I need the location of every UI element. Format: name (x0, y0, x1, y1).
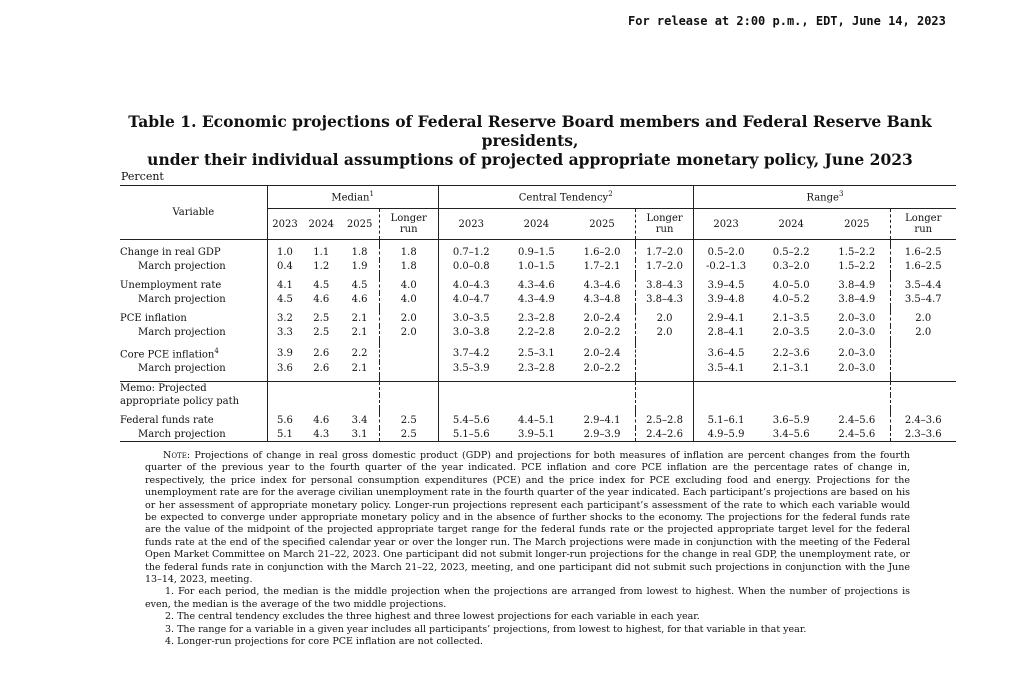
table-cell (379, 345, 438, 362)
table-cell: 0.7–1.2 (438, 246, 504, 260)
table-cell: -0.2–1.3 (693, 260, 758, 274)
row-label: March projection (138, 260, 226, 272)
table-cell: 3.7–4.2 (438, 345, 504, 362)
table-cell: 1.1 (313, 247, 330, 258)
year-header: 2024 (504, 209, 569, 240)
table-cell: 3.9–4.5 (693, 279, 758, 293)
table-cell: 2.0–3.0 (838, 313, 876, 324)
table-cell: 3.5–4.4 (890, 279, 956, 293)
table-cell: 2.5 (313, 313, 330, 324)
table-cell: 0.3–2.0 (772, 260, 810, 272)
table-cell: 2.8–4.1 (693, 326, 758, 340)
table-cell: 2.0 (636, 312, 694, 326)
longer-run-header: Longer run (379, 209, 438, 240)
table-cell: 4.0–5.0 (772, 280, 810, 291)
group-header-range: Range$^3$ (693, 186, 956, 209)
row-label: March projection (138, 326, 226, 338)
table-row (120, 312, 956, 326)
units-label: Percent (121, 170, 164, 183)
table-cell: 2.1 (351, 362, 368, 374)
table-cell: 1.6–2.0 (583, 247, 621, 258)
table-cell: 2.0–2.4 (583, 313, 621, 324)
table-cell: 3.9–4.8 (693, 293, 758, 307)
row-label: March projection (138, 428, 226, 440)
table-cell: 2.5–2.8 (636, 414, 694, 428)
table-cell: 4.3–4.8 (583, 293, 621, 305)
row-label: PCE inflation (120, 313, 187, 324)
table-cell: 1.8 (351, 247, 368, 258)
table-cell: 3.1 (351, 428, 368, 440)
table-cell: 3.9–5.1 (517, 428, 555, 440)
table-cell: 2.0–3.5 (772, 326, 810, 338)
release-timestamp: For release at 2:00 p.m., EDT, June 14, 2023 (628, 14, 946, 28)
table-cell: 4.3–4.6 (517, 280, 555, 291)
table-cell: 4.3–4.9 (517, 293, 555, 305)
table-cell: 2.4–5.6 (838, 415, 876, 427)
table-cell: 5.6 (267, 414, 302, 428)
table-cell: 5.1–5.6 (438, 428, 504, 442)
table-row (120, 428, 956, 442)
table-cell: 2.5–3.1 (517, 347, 555, 359)
table-cell: 0.5–2.2 (772, 247, 810, 258)
table-cell: 4.5 (267, 293, 302, 307)
table-cell: 0.5–2.0 (693, 246, 758, 260)
longer-run-header: Longer run (636, 209, 694, 240)
year-header: 2023 (693, 209, 758, 240)
table-cell: 2.4–2.6 (636, 428, 694, 442)
table-cell: 3.8–4.3 (636, 293, 694, 307)
table-cell: 3.6 (267, 362, 302, 376)
footnote-2: 2. The central tendency excludes the three highest and three lowest projections for each variable in each year. (165, 611, 700, 623)
table-cell: 3.0–3.8 (438, 326, 504, 340)
footnote-1: 1. For each period, the median is the middle projection when the projections are arranged from lowest to highest. When the number of projections is even, the median is the average of the two middle projections. (145, 586, 910, 610)
table-cell: 4.3–4.6 (583, 280, 621, 291)
table-cell: 4.4–5.1 (517, 415, 555, 427)
year-header: 2025 (824, 209, 890, 240)
table-row (120, 246, 956, 260)
table-cell: 2.6 (313, 362, 330, 374)
table-cell: 2.5 (313, 326, 330, 338)
table-cell: 2.2–3.6 (772, 347, 810, 359)
table-cell: 2.3–3.6 (890, 428, 956, 442)
table-cell: 3.0–3.5 (438, 312, 504, 326)
table-cell: 2.5 (379, 414, 438, 428)
year-header: 2025 (340, 209, 379, 240)
table-row (120, 279, 956, 293)
table-cell: 3.4–5.6 (772, 428, 810, 440)
table-cell: 0.0–0.8 (438, 260, 504, 274)
table-cell: 3.5–4.7 (890, 293, 956, 307)
table-cell: 4.5 (351, 280, 368, 291)
table-cell: 5.4–5.6 (438, 414, 504, 428)
row-label: Change in real GDP (120, 247, 221, 258)
table-cell: 2.9–3.9 (583, 428, 621, 440)
table-cell: 4.0–5.2 (772, 293, 810, 305)
table-cell (379, 362, 438, 376)
projections-table (120, 185, 956, 442)
table-row (120, 345, 956, 362)
table-cell: 1.2 (313, 260, 330, 272)
table-row (120, 414, 956, 428)
table-cell: 1.0–1.5 (517, 260, 555, 272)
table-cell: 2.5 (379, 428, 438, 442)
table-cell: 2.0 (379, 326, 438, 340)
table-cell: 4.6 (313, 293, 330, 305)
table-cell: 2.0–3.0 (838, 326, 876, 338)
table-cell: 3.6–4.5 (693, 345, 758, 362)
table-cell: 3.5–3.9 (438, 362, 504, 376)
table-cell: 2.0 (636, 326, 694, 340)
table-cell (636, 345, 694, 362)
row-label: Unemployment rate (120, 280, 222, 291)
table-cell: 1.0 (267, 246, 302, 260)
group-header-central-tendency: Central Tendency$^2$ (438, 186, 693, 209)
notes-section (145, 450, 910, 649)
table-cell: 3.8–4.9 (838, 293, 876, 305)
row-label: Federal funds rate (120, 415, 214, 427)
table-cell: 3.9 (267, 345, 302, 362)
table-cell: 1.7–2.1 (583, 260, 621, 272)
table-cell: 2.3–2.8 (517, 313, 555, 324)
table-cell: 4.1 (267, 279, 302, 293)
year-header: 2023 (267, 209, 302, 240)
footnote-4: 4. Longer-run projections for core PCE inflation are not collected. (165, 636, 483, 648)
table-cell: 2.0 (379, 312, 438, 326)
group-header-median: Median$^1$ (267, 186, 438, 209)
table-cell: 2.2 (351, 347, 368, 359)
table-cell: 1.8 (379, 260, 438, 274)
table-cell: 2.1–3.5 (772, 313, 810, 324)
table-cell (890, 362, 956, 376)
table-cell: 4.0–4.7 (438, 293, 504, 307)
year-header: 2025 (569, 209, 636, 240)
table-cell: 2.0–2.2 (583, 326, 621, 338)
table-cell: 3.4 (351, 415, 368, 427)
table-cell: 2.0–3.0 (838, 347, 876, 359)
table-cell: 2.0 (890, 326, 956, 340)
table-title (110, 112, 950, 169)
year-header: 2024 (758, 209, 824, 240)
table-cell: 1.7–2.0 (636, 246, 694, 260)
table-cell: 5.1–6.1 (693, 414, 758, 428)
table-cell: 1.5–2.2 (838, 260, 876, 272)
table-cell: 2.4–3.6 (890, 414, 956, 428)
variable-header: Variable (172, 207, 215, 218)
table-cell: 1.5–2.2 (838, 247, 876, 258)
table-title-line-1: Table 1. Economic projections of Federal Reserve Board members and Federal Reserve Bank presidents, (128, 112, 932, 150)
table-cell: 3.8–4.3 (636, 279, 694, 293)
note-paragraph: Note: Projections of change in real gross domestic product (GDP) and projections for both measures of inflation are percent changes from the fourth quarter of the previous year to the fourth quarter of the year indicated. PCE inflation and core PCE inflation are the percentage rates of change in, respectively, the price index for personal consumption expenditures (PCE) and the price index for PCE excluding food and energy. Projections for the unemployment rate are for the average civilian unemployment rate in the fourth quarter of the year indicated. Each participant’s projections are based on his or her assessment of appropriate monetary policy. Longer-run projections represent each participant’s assessment of the rate to which each variable would be expected to converge under appropriate monetary policy and in the absence of further shocks to the economy. The projections for the federal funds rate are the value of the midpoint of the projected appropriate target range for the federal funds rate or the projected appropriate target level for the federal funds rate at the end of the specified calendar year or over the longer run. The March projections were made in conjunction with the meeting of the Federal Open Market Committee on March 21–22, 2023. One participant did not submit longer-run projections for the change in real GDP, the unemployment rate, or the federal funds rate in conjunction with the March 21–22, 2023, meeting, and one participant did not submit such projections in conjunction with the June 13–14, 2023, meeting. (145, 450, 910, 586)
table-cell: 0.9–1.5 (517, 247, 555, 258)
table-cell: 2.6 (313, 347, 330, 359)
memo-label: Memo: Projected (120, 383, 207, 395)
table-cell: 1.9 (351, 260, 368, 272)
table-row (120, 362, 956, 376)
table-cell: 4.0–4.3 (438, 279, 504, 293)
memo-label: appropriate policy path (120, 396, 240, 408)
table-cell: 5.1 (267, 428, 302, 442)
footnote-3: 3. The range for a variable in a given year includes all participants’ projections, from lowest to highest, for that variable in that year. (165, 623, 807, 635)
table-cell: 4.0 (379, 293, 438, 307)
table-row (120, 326, 956, 340)
table-cell: 4.6 (351, 293, 368, 305)
table-cell: 2.9–4.1 (693, 312, 758, 326)
table-cell: 3.8–4.9 (838, 280, 876, 291)
table-cell: 2.1 (351, 313, 368, 324)
table-cell: 1.6–2.5 (890, 260, 956, 274)
table-cell: 2.0–2.4 (583, 347, 621, 359)
row-label: March projection (138, 293, 226, 305)
year-header: 2024 (302, 209, 340, 240)
table-cell: 2.0 (890, 312, 956, 326)
row-label: March projection (138, 362, 226, 374)
table-cell: 3.2 (267, 312, 302, 326)
table-cell: 2.9–4.1 (583, 415, 621, 427)
table-cell: 4.5 (313, 280, 330, 291)
table-cell: 1.8 (379, 246, 438, 260)
table-cell: 3.6–5.9 (772, 415, 810, 427)
table-cell: 4.9–5.9 (693, 428, 758, 442)
table-cell: 2.2–2.8 (517, 326, 555, 338)
table-cell: 4.6 (313, 415, 330, 427)
longer-run-header: Longer run (890, 209, 956, 240)
table-cell: 4.3 (313, 428, 330, 440)
table-cell: 2.0–3.0 (838, 362, 876, 374)
table-cell: 2.3–2.8 (517, 362, 555, 374)
table-cell: 0.4 (267, 260, 302, 274)
table-cell (636, 362, 694, 376)
table-cell: 2.4–5.6 (838, 428, 876, 440)
table-cell: 3.3 (267, 326, 302, 340)
row-label: Core PCE inflation$^4$ (120, 347, 219, 361)
table-cell: 2.1 (351, 326, 368, 338)
table-cell: 4.0 (379, 279, 438, 293)
table-cell (890, 345, 956, 362)
table-cell: 2.0–2.2 (583, 362, 621, 374)
year-header: 2023 (438, 209, 504, 240)
table-title-line-2: under their individual assumptions of projected appropriate monetary policy, June 2023 (147, 150, 913, 169)
table-cell: 2.1–3.1 (772, 362, 810, 374)
table-row (120, 293, 956, 307)
table-cell: 1.7–2.0 (636, 260, 694, 274)
table-cell: 1.6–2.5 (890, 246, 956, 260)
table-row (120, 260, 956, 274)
table-cell: 3.5–4.1 (693, 362, 758, 376)
